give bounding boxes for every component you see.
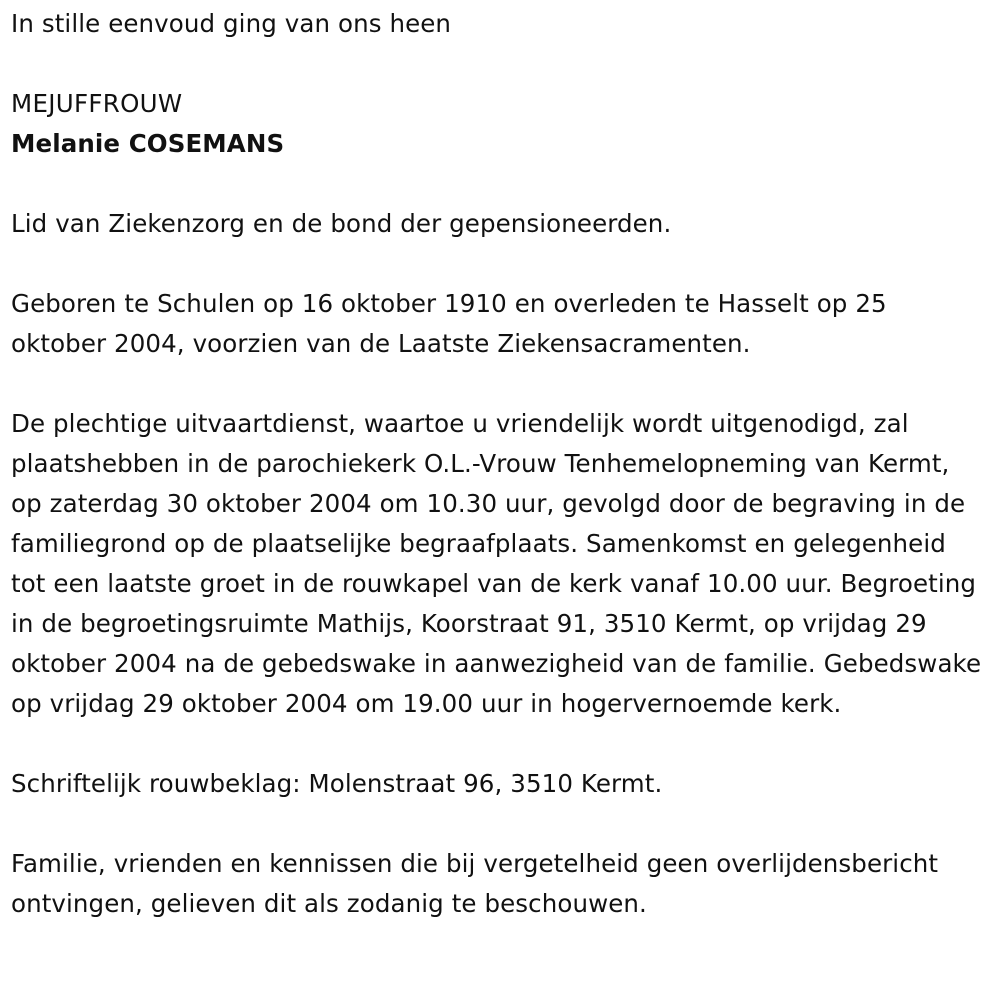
spacer [11, 724, 986, 764]
obituary-notice [11, 4, 986, 924]
condolences-paragraph: Schriftelijk rouwbeklag: Molenstraat 96, 3510 Kermt. [11, 769, 663, 798]
spacer [11, 364, 986, 404]
honorific: MEJUFFROUW [11, 89, 183, 118]
spacer [11, 44, 986, 84]
funeral-paragraph: De plechtige uitvaartdienst, waartoe u vriendelijk wordt uitgenodigd, zal plaatshebben in de parochiekerk O.L.-Vrouw Tenhemelopneming van Kermt, op zaterdag 30 oktober 2004 om 10.30 uur, gevolgd door de begraving in de familiegrond op de plaatselijke begraafplaats. Samenkomst en gelegenheid tot een laatste groet in de rouwkapel van de kerk vanaf 10.00 uur. Begroeting in de begroetingsruimte Mathijs, Koorstraat 91, 3510 Kermt, op vrijdag 29 oktober 2004 na de gebedswake in aanwezigheid van de familie. Gebedswake op vrijdag 29 oktober 2004 om 19.00 uur in hogervernoemde kerk. [11, 409, 982, 718]
spacer [11, 804, 986, 844]
membership-paragraph: Lid van Ziekenzorg en de bond der gepensioneerden. [11, 209, 672, 238]
birth-death-paragraph: Geboren te Schulen op 16 oktober 1910 en overleden te Hasselt op 25 oktober 2004, voorzien van de Laatste Ziekensacramenten. [11, 289, 887, 358]
closing-paragraph: Familie, vrienden en kennissen die bij vergetelheid geen overlijdensbericht ontvingen, gelieven dit als zodanig te beschouwen. [11, 849, 939, 918]
spacer [11, 164, 986, 204]
intro-line: In stille eenvoud ging van ons heen [11, 9, 452, 38]
spacer [11, 244, 986, 284]
deceased-name: Melanie COSEMANS [11, 129, 285, 158]
